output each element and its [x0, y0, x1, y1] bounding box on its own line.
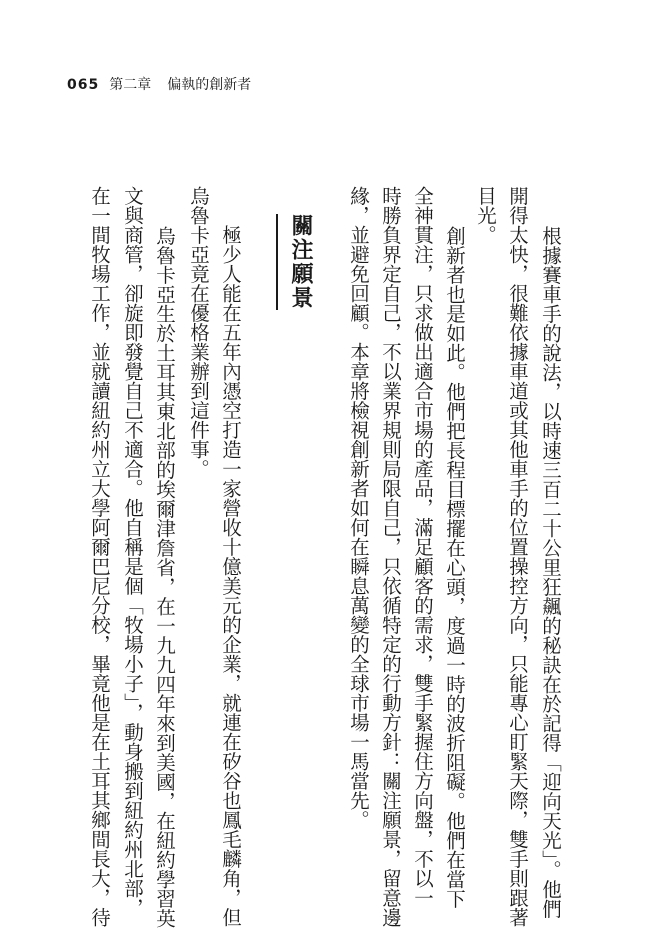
text-column: 全神貫注，只求做出適合市場的產品，滿足顧客的需求，雙手緊握住方向盤，不以一: [411, 186, 434, 908]
section-heading-rule: [276, 214, 278, 310]
text-column: 文與商管，卻旋即發覺自己不適合。他自稱是個「牧場小子」，動身搬到紐約州北部，: [121, 186, 144, 918]
page-number: 065: [67, 77, 100, 93]
text-column: 在一間牧場工作，並就讀紐約州立大學阿爾巴尼分校，畢竟他是在土耳其鄉間長大，待: [88, 186, 111, 927]
text-column: 根據賽車手的說法，以時速三百二十公里狂飆的秘訣在於記得「迎向天光」。他們: [539, 226, 562, 919]
text-column: 緣，並避免回顧。本章將檢視創新者如何在瞬息萬變的全球市場一馬當先。: [347, 186, 370, 830]
chapter-label: 第二章: [109, 77, 152, 93]
text-column: 目光。: [474, 186, 497, 245]
section-heading: 關注願景: [288, 214, 313, 310]
text-column: 開得太快，很難依據車道或其他車手的位置操控方向，只能專心盯緊天際，雙手則跟著: [506, 186, 529, 927]
text-column: 極少人能在五年內憑空打造一家營收十億美元的企業，就連在矽谷也鳳毛麟角，但: [219, 224, 242, 927]
running-head: [67, 74, 251, 96]
book-title: 偏執的創新者: [167, 77, 252, 93]
text-column: 時勝負界定自己，不以業界規則局限自己，只依循特定的行動方針：關注願景，留意邊: [379, 186, 402, 927]
text-column: 創新者也是如此。他們把長程目標擺在心頭，度過一時的波折阻礙。他們在當下: [443, 225, 466, 908]
text-column: 烏魯卡亞竟在優格業辦到這件事。: [187, 186, 210, 479]
text-column: 烏魯卡亞生於土耳其東北部的埃爾津詹省，在一九九四年來到美國，在紐約學習英: [153, 225, 176, 928]
